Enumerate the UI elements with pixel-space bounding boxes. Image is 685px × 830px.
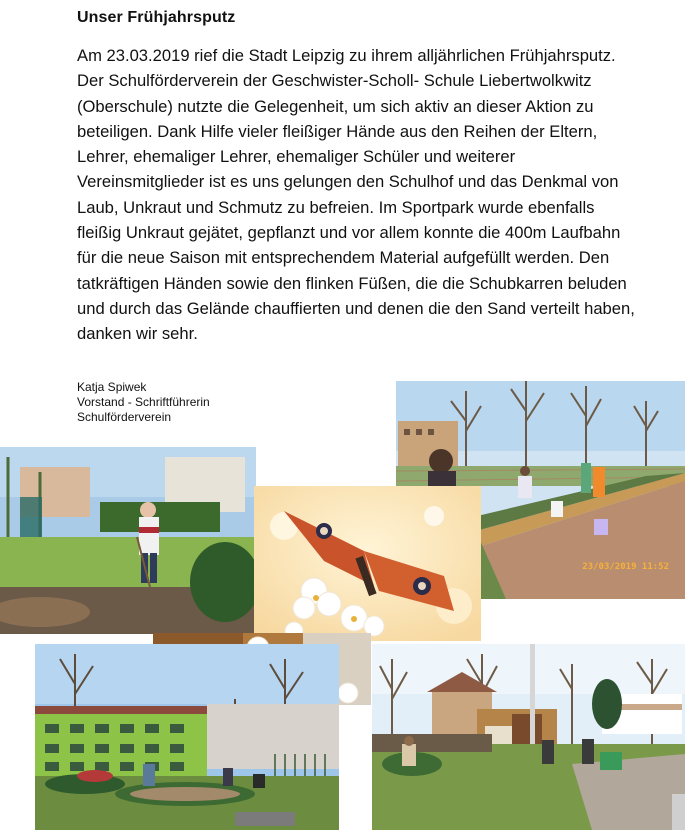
photo-schoolyard-building xyxy=(35,644,339,830)
photo-memorial xyxy=(372,644,685,830)
photo-timestamp: 23/03/2019 11:52 xyxy=(582,562,669,572)
article-body: Am 23.03.2019 rief die Stadt Leipzig zu ihrem alljährlichen Frühjahrsputz. Der Schulförderverein der Geschwister-Scholl- Schule Liebertwolkwitz (Oberschule) nutzte die Gelegenheit, um sich aktiv an dieser Aktion zu beteiligen. Dank Hilfe vieler fleißiger Hände aus den Reihen der Eltern, Lehrer, ehemaliger Lehrer, ehemaliger Schüler und weiterer Vereinsmitglieder ist es uns gelungen den Schulhof und das Denkmal von Laub, Unkraut und Schmutz zu befreien. Im Sportpark wurde ebenfalls fleißig Unkraut gejätet, gepflanzt und vor allem konnte die 400m Laufbahn für die neue Saison mit entsprechendem Material aufgefüllt werden. Den tatkräftigen Händen sowie den flinken Füßen, die die Schubkarren beluden und durch das Gelände chauffierten und denen die den Sand verteilt haben, danken wir sehr. xyxy=(77,46,635,344)
signature-name: Katja Spiwek xyxy=(77,380,147,394)
signature-role: Vorstand - Schriftführerin xyxy=(77,395,210,409)
article-title: Unser Frühjahrsputz xyxy=(77,9,236,26)
photo-schoolyard-raking xyxy=(0,447,256,634)
signature-org: Schulförderverein xyxy=(77,410,172,424)
photo-butterfly xyxy=(254,486,481,641)
